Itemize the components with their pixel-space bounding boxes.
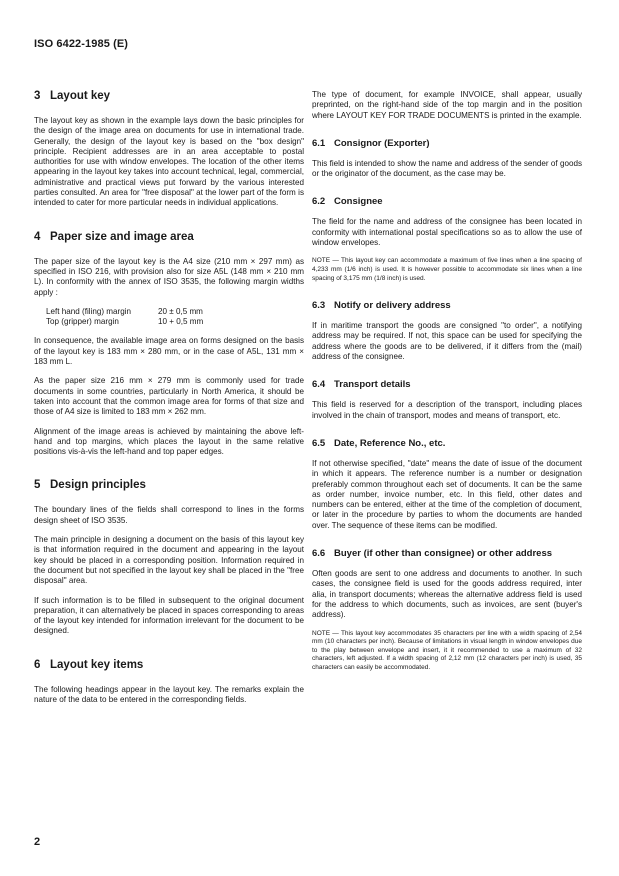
- section-6-paragraph-2: The type of document, for example INVOICE, shall appear, usually preprinted, on the right-hand side of the top margin and in the position where LAYOUT KEY FOR TRADE DOCUMENTS is printed in the example.: [312, 90, 582, 120]
- section-5-paragraph-1: The boundary lines of the fields shall correspond to lines in the forms design sheet of ISO 3535.: [34, 505, 304, 525]
- page-number: 2: [34, 836, 41, 848]
- section-6-2-heading: 6.2 Consignee: [312, 196, 383, 208]
- right-column: [312, 90, 582, 681]
- section-5-paragraph-2: The main principle in designing a document on the basis of this layout key is that information required in the document and appearing in the layout key should be placed in a corresponding position. Information required in the document but not specified in the layout key shall be placed in the "free disposal" area.: [34, 535, 304, 586]
- left-column: [34, 90, 304, 714]
- section-6-5-heading: 6.5 Date, Reference No., etc.: [312, 437, 446, 449]
- section-4-paragraph-2: In consequence, the available image area on forms designed on the basis of the layout key is 183 mm × 280 mm, or in the case of A5L, 131 mm × 183 mm L.: [34, 336, 304, 367]
- section-5-paragraph-3: If such information is to be filled in subsequent to the original document preparation, it can alternatively be placed in spaces corresponding to areas of the layout key intended for information irrelevant for the document to be designed.: [34, 595, 304, 636]
- section-6-4-paragraph: This field is reserved for a description of the transport, including places involved in the chain of transport, modes and means of transport, etc.: [312, 400, 582, 420]
- section-6-heading: 6 Layout key items: [34, 658, 144, 671]
- section-6-paragraph-1: The following headings appear in the layout key. The remarks explain the nature of the data to be entered in the corresponding fields.: [34, 684, 304, 704]
- section-6-6-heading: 6.6 Buyer (if other than consignee) or other address: [312, 548, 553, 560]
- section-3-paragraph: The layout key as shown in the example lays down the basic principles for the design of the image area on documents for use in international trade. Generally, the design of the layout key is based on the "box design" principle. Recipient addresses are in an area acceptable to postal authorities for use with window envelopes. The location of the other items appearing in the layout key takes into account technical, legal, commercial, administrative and practical views put forward by the various interested parties consulted. An area for "free disposal" at the lower part of the form is intended to cater for more particular needs in individual applications.: [34, 116, 304, 208]
- document-header: ISO 6422-1985 (E): [34, 38, 129, 50]
- section-6-3-heading: 6.3 Notify or delivery address: [312, 300, 451, 312]
- section-6-1-paragraph: This field is intended to show the name and address of the sender of goods or the originator of the document, as the case may be.: [312, 158, 582, 179]
- section-6-2-paragraph: The field for the name and address of the consignee has been located in conformity with international postal specifications so as to allow the use of window envelopes.: [312, 217, 582, 248]
- section-4-paragraph-1: The paper size of the layout key is the A4 size (210 mm × 297 mm) as specified in ISO 216, with provision also for size A5L (148 mm × 210 mm L). In conformity with the annex of ISO 3535, the following margin widths apply :: [34, 256, 304, 297]
- section-4-paragraph-3: As the paper size 216 mm × 279 mm is commonly used for trade documents in some countries, particularly in North America, it should be taken into account that the common image area for forms of that size and those of A4 size is limited to 183 mm × 262 mm.: [34, 376, 304, 417]
- section-4-paragraph-4: Alignment of the image areas is achieved by maintaining the above left-hand and top margins, which places the layout in the same relative positions vis-à-vis the left-hand and top paper edges.: [34, 426, 304, 457]
- section-6-4-heading: 6.4 Transport details: [312, 379, 411, 391]
- section-6-6-note: NOTE — This layout key accommodates 35 characters per line with a width spacing of 2,54 mm (10 characters per inch). Because of limitations in visual length in window envelopes due to the play between envelope and insert, it it recommended to use a maximum of 32 characters, left adjusted. If a width spacing of 2,12 mm (12 characters per inch) is used, 35 characters can easily be accommodated.: [312, 629, 582, 671]
- section-5-heading: 5 Design principles: [34, 479, 146, 492]
- section-6-3-paragraph: If in maritime transport the goods are consigned "to order", a notifying address may be required. If not, this space can be used for specifying the address where the goods are to be delivered, if it differs from the (mail) address of the consignee.: [312, 321, 582, 362]
- section-6-1-heading: 6.1 Consignor (Exporter): [312, 137, 430, 149]
- section-4-heading: 4 Paper size and image area: [34, 230, 194, 243]
- section-6-6-paragraph: Often goods are sent to one address and documents to another. In such cases, the consignee field is used for the goods address required, inter alia, in transport documents; whereas the alternative address field is used for the address to which documents, such as invoices, are sent (buyer's address).: [312, 569, 582, 620]
- margin-widths: Left hand (filing) margin 20 ± 0,5 mm Top (gripper) margin 10 + 0,5 mm: [46, 306, 204, 327]
- section-6-2-note: NOTE — This layout key can accommodate a maximum of five lines when a line spacing of 4,233 mm (1/6 inch) is used. It is however possible to accommodate six lines when a line spacing of 3,175 mm (1/8 inch) is used.: [312, 257, 582, 282]
- section-3-heading: 3 Layout key: [34, 90, 111, 102]
- section-6-5-paragraph: If not otherwise specified, "date" means the date of issue of the document in which it appears. The reference number is a number or designation preferably common throughout each set of documents. It can be the same as order number, invoice number, etc. In this field, other dates and numbers can be entered, either at the time of the completion of document, or later in the procedure by parties to whom the documents are handed over. The sequence of these items can be modified.: [312, 458, 582, 530]
